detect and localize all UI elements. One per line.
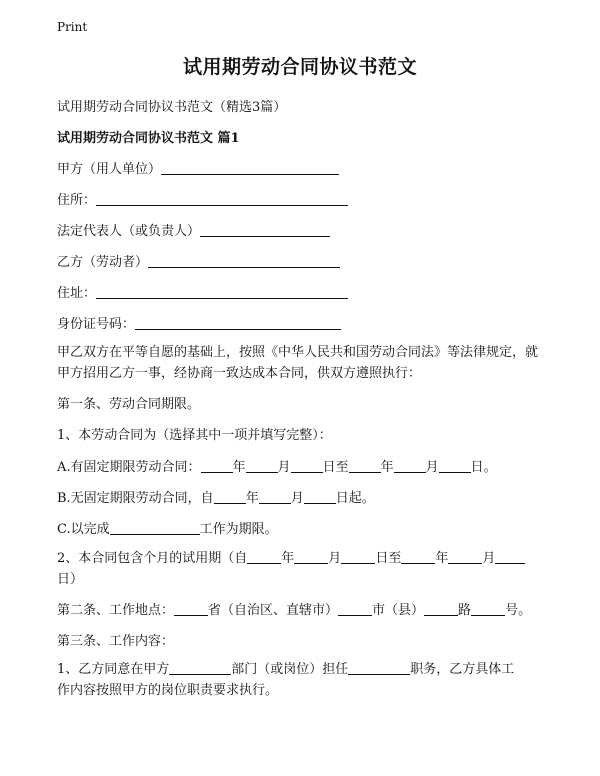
- year-label: 年: [232, 460, 246, 475]
- blank: [394, 460, 426, 473]
- article1-option-b: [57, 487, 375, 506]
- field-id-number-label: 身份证号码：: [57, 317, 136, 332]
- blank: [214, 491, 246, 504]
- field-id-number-blank: [135, 317, 341, 330]
- field-party-a-blank: [161, 162, 339, 175]
- article3-item1-prefix: 1、乙方同意在甲方: [57, 662, 170, 677]
- field-party-a: [57, 158, 339, 177]
- number-label: 号。: [505, 603, 532, 618]
- option-b-prefix: B.无固定期限劳动合同，自: [57, 491, 214, 506]
- blank: [349, 460, 381, 473]
- blank: [246, 460, 278, 473]
- blank: [201, 460, 233, 473]
- blank: [401, 551, 435, 564]
- blank: [291, 460, 323, 473]
- month-label: 月: [425, 460, 439, 475]
- field-address2-label: 住址：: [57, 286, 97, 301]
- blank: [110, 522, 200, 535]
- section-heading: 试用期劳动合同协议书范文 篇1: [57, 131, 240, 146]
- blank: [471, 603, 505, 616]
- article3-item1-line2: 作内容按照甲方的岗位职责要求执行。: [57, 683, 279, 698]
- blank: [247, 551, 281, 564]
- year-label: 年: [245, 491, 259, 506]
- field-legal-rep-label: 法定代表人（或负责人）: [57, 224, 201, 239]
- month-label: 月: [482, 551, 496, 566]
- month-label: 月: [328, 551, 342, 566]
- day-end-label: 日。: [470, 460, 497, 475]
- field-address1-label: 住所：: [57, 193, 97, 208]
- field-party-a-label: 甲方（用人单位）: [57, 162, 162, 177]
- month-label: 月: [277, 460, 291, 475]
- blank: [294, 551, 328, 564]
- field-address1-blank: [96, 193, 348, 206]
- year-label: 年: [281, 551, 295, 566]
- subtitle: 试用期劳动合同协议书范文（精选3篇）: [57, 100, 287, 115]
- article2: [57, 599, 531, 618]
- field-legal-rep: [57, 220, 330, 239]
- page-title: 试用期劳动合同协议书范文: [182, 56, 417, 78]
- blank: [338, 603, 372, 616]
- item2-prefix: 2、本合同包含个月的试用期（自: [57, 551, 248, 566]
- year-label: 年: [435, 551, 449, 566]
- article3-item1: [57, 659, 545, 701]
- blank: [174, 603, 208, 616]
- blank: [439, 460, 471, 473]
- print-link[interactable]: Print: [57, 20, 88, 34]
- article1-item2: [57, 548, 545, 590]
- day-end-label: 日）: [57, 572, 84, 587]
- option-a-prefix: A.有固定期限劳动合同：: [57, 460, 201, 475]
- city-label: 市（县）: [372, 603, 425, 618]
- field-party-b-label: 乙方（劳动者）: [57, 255, 149, 270]
- article3-heading: 第三条、工作内容：: [57, 634, 175, 649]
- province-label: 省（自治区、直辖市）: [208, 603, 339, 618]
- blank: [495, 551, 525, 564]
- blank: [169, 662, 231, 675]
- blank: [424, 603, 458, 616]
- field-legal-rep-blank: [200, 224, 330, 237]
- field-party-b-blank: [148, 255, 340, 268]
- field-address2-blank: [96, 286, 348, 299]
- article1-heading: 第一条、劳动合同期限。: [57, 397, 201, 412]
- article1-option-c: [57, 518, 278, 537]
- road-label: 路: [458, 603, 472, 618]
- field-id-number: [57, 313, 341, 332]
- option-c-end: 工作为期限。: [199, 522, 278, 537]
- intro-paragraph: 甲乙双方在平等自愿的基础上，按照《中华人民共和国劳动合同法》等法律规定，就甲方招用乙方一事，经协商一致达成本合同，供双方遵照执行：: [57, 345, 539, 381]
- article2-prefix: 第二条、工作地点：: [57, 603, 175, 618]
- article1-option-a: [57, 456, 497, 475]
- article1-item1: 1、本劳动合同为（选择其中一项并填写完整）：: [57, 428, 332, 443]
- option-c-prefix: C.以完成: [57, 522, 110, 537]
- field-party-b: [57, 251, 340, 270]
- blank: [304, 491, 336, 504]
- field-address1: [57, 189, 348, 208]
- field-address2: [57, 282, 348, 301]
- blank: [341, 551, 375, 564]
- blank: [259, 491, 291, 504]
- day-to-label: 日至: [375, 551, 402, 566]
- dept-label: 部门（或岗位）担任: [231, 662, 349, 677]
- day-to-label: 日至: [322, 460, 349, 475]
- blank: [448, 551, 482, 564]
- day-end-label: 日起。: [335, 491, 375, 506]
- blank: [348, 662, 410, 675]
- duty-label: 职务，乙方具体工: [410, 662, 515, 677]
- month-label: 月: [290, 491, 304, 506]
- year-label: 年: [380, 460, 394, 475]
